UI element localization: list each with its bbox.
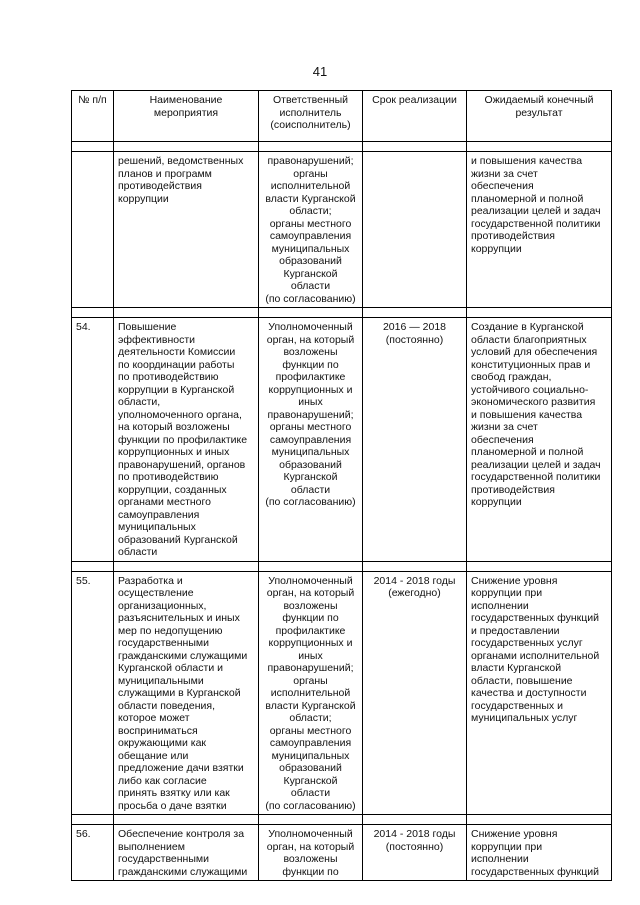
header-executor: Ответственный исполнитель (соисполнитель) (259, 91, 363, 142)
executor: Уполномоченный орган, на который возложены функции по профилактике коррупционных и иных правонарушений; органы местного самоуправления муниципальных образований Курганской области (по согласованию) (259, 318, 363, 562)
table-row (72, 825, 612, 881)
header-measure-name: Наименование мероприятия (114, 91, 259, 142)
table-row (72, 318, 612, 562)
measure-name: решений, ведомственных планов и программ противодействия коррупции (114, 152, 259, 308)
measure-name: Разработка и осуществление организационных, разъяснительных и иных мер по недопущению государственными гражданскими служащими Курганской области и муниципальными служащими в Курганской области поведения, которое может восприниматься окружающими как обещание или предложение дачи взятки либо как согласие принять взятку или как просьба о даче взятки (114, 571, 259, 815)
measure-name: Повышение эффективности деятельности Комиссии по координации работы по противодействию коррупции в Курганской области, уполномоченного органа, на который возложены функции по профилактике коррупционных и иных правонарушений, органов по противодействию коррупции, созданных органами местного самоуправления муниципальных образований Курганской области (114, 318, 259, 562)
table-row (72, 571, 612, 815)
executor: правонарушений; органы исполнительной власти Курганской области; органы местного самоуправления муниципальных образований Курганской области (по согласованию) (259, 152, 363, 308)
term: 2014 - 2018 годы (ежегодно) (363, 571, 467, 815)
term (363, 152, 467, 308)
term: 2014 - 2018 годы (постоянно) (363, 825, 467, 881)
measures-table (71, 90, 612, 881)
row-number: 54. (72, 318, 114, 562)
header-term: Срок реализации (363, 91, 467, 142)
table-header-row (72, 91, 612, 142)
measure-name: Обеспечение контроля за выполнением государственными гражданскими служащими (114, 825, 259, 881)
table-row (72, 152, 612, 308)
row-number (72, 152, 114, 308)
expected-result: Снижение уровня коррупции при исполнении государственных функций и предоставлении государственных услуг органами исполнительной власти Курганской области, повышение качества и доступности государственных и муниципальных услуг (467, 571, 612, 815)
expected-result: Создание в Курганской области благоприятных условий для обеспечения конституционных прав и свобод граждан, устойчивого социально- экономического развития и повышения качества жизни за счет обеспечения планомерной и полной реализации целей и задач государственной политики противодействия коррупции (467, 318, 612, 562)
header-result: Ожидаемый конечный результат (467, 91, 612, 142)
term: 2016 — 2018 (постоянно) (363, 318, 467, 562)
expected-result: Снижение уровня коррупции при исполнении государственных функций (467, 825, 612, 881)
row-number: 56. (72, 825, 114, 881)
header-number: № п/п (72, 91, 114, 142)
expected-result: и повышения качества жизни за счет обеспечения планомерной и полной реализации целей и задач государственной политики противодействия коррупции (467, 152, 612, 308)
executor: Уполномоченный орган, на который возложены функции по (259, 825, 363, 881)
page-number: 41 (312, 64, 328, 79)
row-number: 55. (72, 571, 114, 815)
executor: Уполномоченный орган, на который возложены функции по профилактике коррупционных и иных правонарушений; органы исполнительной власти Курганской области; органы местного самоуправления муниципальных образований Курганской области (по согласованию) (259, 571, 363, 815)
